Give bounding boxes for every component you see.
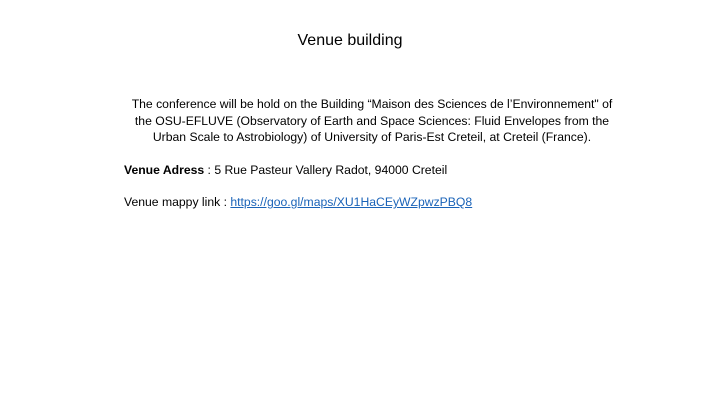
slide-title: Venue building xyxy=(297,32,403,49)
venue-address-label: Venue Adress xyxy=(124,163,205,177)
venue-map-label: Venue mappy link : xyxy=(124,195,231,209)
venue-address-line xyxy=(124,162,644,179)
venue-map-link[interactable]: https://goo.gl/maps/XU1HaCEyWZpwzPBQ8 xyxy=(230,195,473,209)
venue-map-line xyxy=(124,194,644,211)
venue-address-value: 5 Rue Pasteur Vallery Radot, 94000 Creteil xyxy=(214,163,448,177)
venue-address-separator: : xyxy=(204,163,215,177)
venue-description: The conference will be hold on the Building “Maison des Sciences de l’Environnement" of the OSU-EFLUVE (Observatory of Earth and Space Sciences: Fluid Envelopes from the Urban Scale to Astrobiology) of University of Paris-Est Creteil, at Creteil (France). xyxy=(131,97,613,144)
